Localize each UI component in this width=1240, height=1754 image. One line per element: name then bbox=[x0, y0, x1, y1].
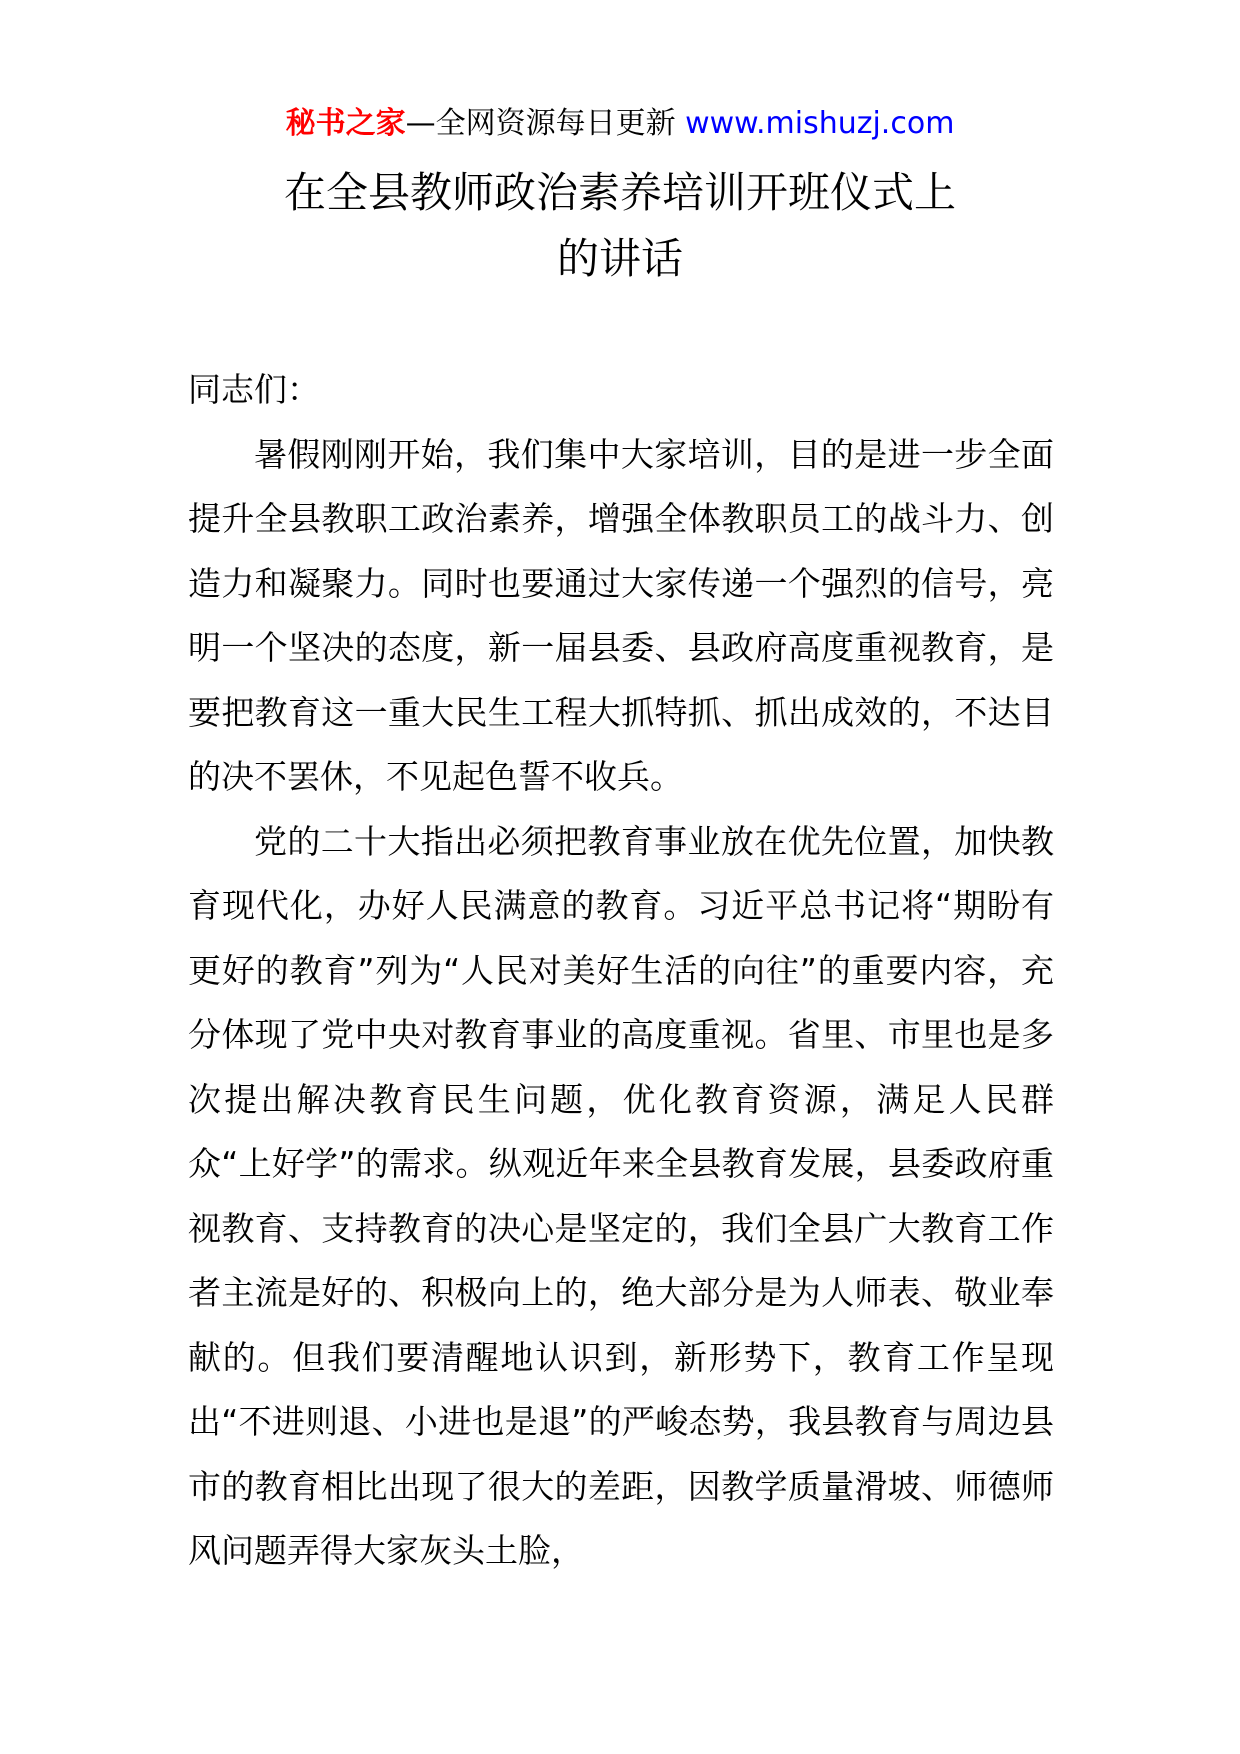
brand-tagline: —全网资源每日更新 bbox=[405, 106, 676, 141]
salutation: 同志们： bbox=[188, 370, 320, 409]
document-title-line-1: 在全县教师政治素养培训开班仪式上 bbox=[283, 168, 956, 217]
brand-url[interactable]: www.mishuzj.com bbox=[675, 106, 955, 141]
document-title-line-2: 的讲话 bbox=[556, 234, 683, 283]
body-paragraph: 暑假刚刚开始，我们集中大家培训，目的是进一步全面提升全县教职工政治素养，增强全体教职员工的战斗力、创造力和凝聚力。同时也要通过大家传递一个强烈的信号，亮明一个坚决的态度，新一届县委、县政府高度重视教育，是要把教育这一重大民生工程大抓特抓、抓出成效的，不达目的决不罢休，不见起色誓不收兵。 bbox=[188, 434, 1054, 796]
body-paragraph: 党的二十大指出必须把教育事业放在优先位置，加快教育现代化，办好人民满意的教育。习近平总书记将“期盼有更好的教育”列为“人民对美好生活的向往”的重要内容，充分体现了党中央对教育事业的高度重视。省里、市里也是多次提出解决教育民生问题，优化教育资源，满足人民群众“上好学”的需求。纵观近年来全县教育发展，县委政府重视教育、支持教育的决心是坚定的，我们全县广大教育工作者主流是好的、积极向上的，绝大部分是为人师表、敬业奉献的。但我们要清醒地认识到，新形势下，教育工作呈现出“不进则退、小进也是退”的严峻态势，我县教育与周边县市的教育相比出现了很大的差距，因教学质量滑坡、师德师风问题弄得大家灰头土脸， bbox=[188, 821, 1054, 1570]
document-title bbox=[0, 160, 1240, 292]
site-header-banner bbox=[0, 100, 1240, 148]
document-body bbox=[188, 358, 1054, 1584]
brand-name: 秘书之家 bbox=[285, 106, 406, 141]
